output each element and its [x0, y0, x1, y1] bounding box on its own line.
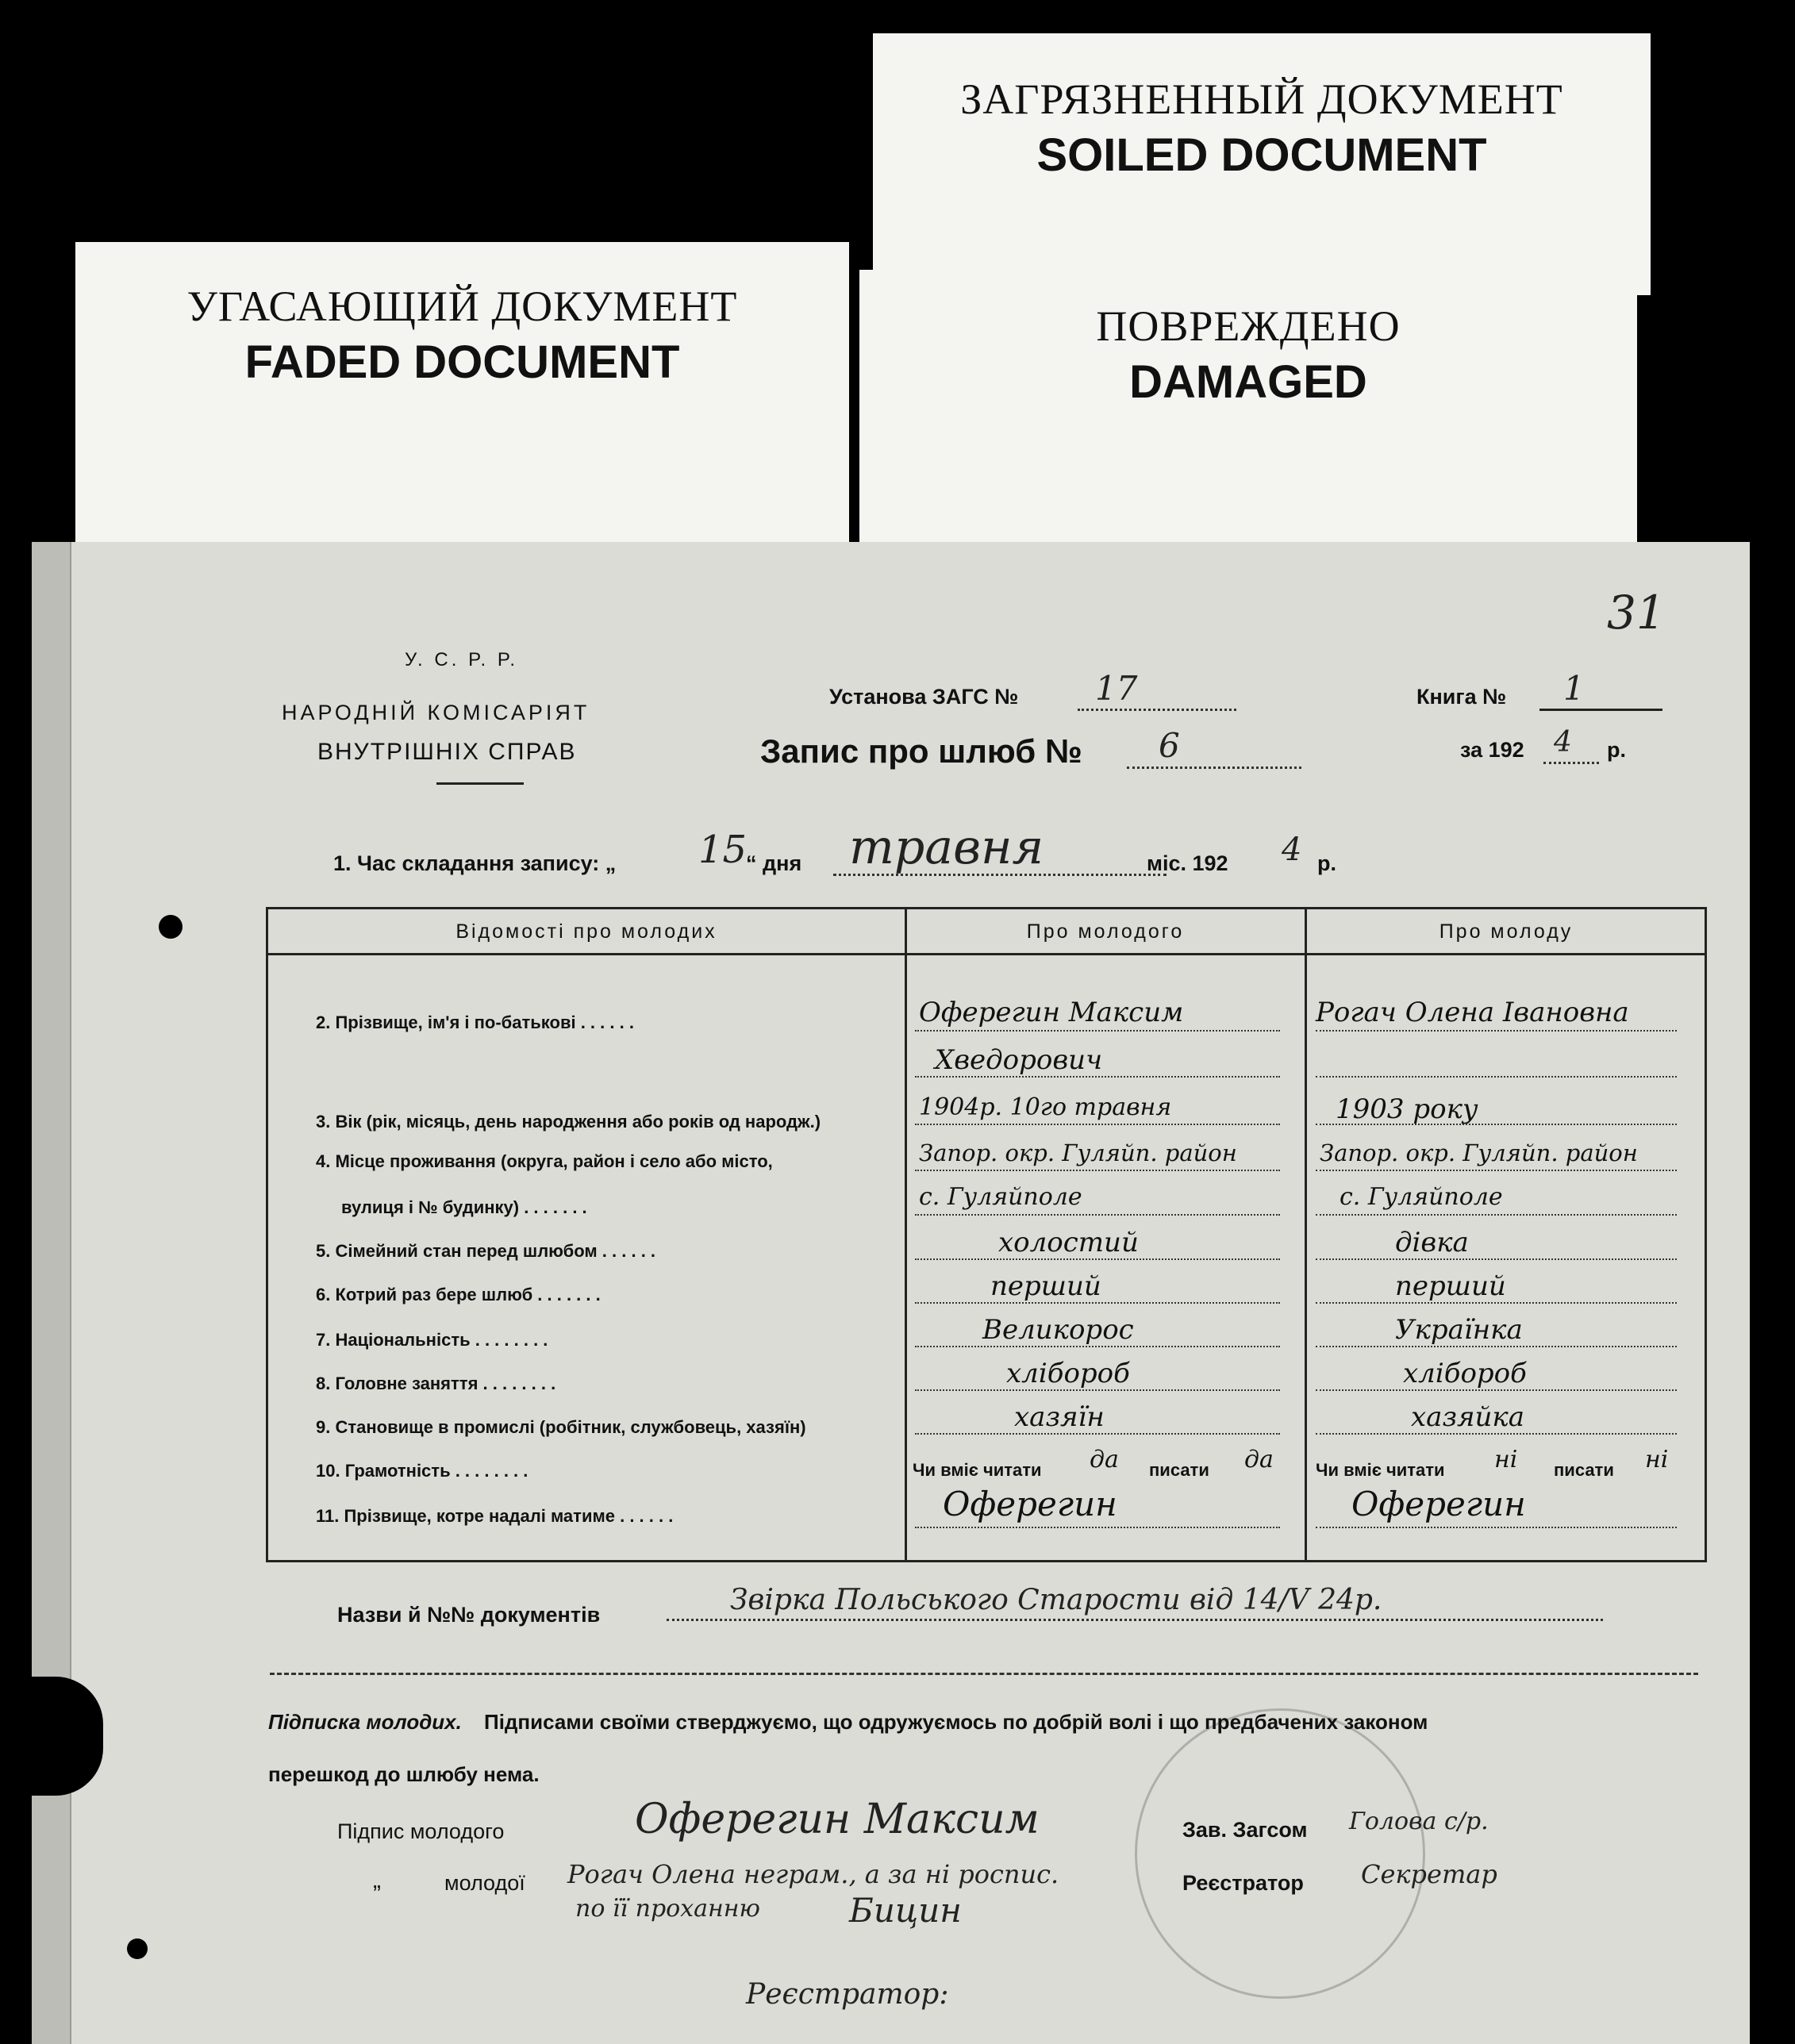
- registrar-label: Реєстратор: [1182, 1871, 1304, 1895]
- bride-birth: 1903 року: [1336, 1093, 1478, 1125]
- bride-nationality: Українка: [1395, 1314, 1523, 1346]
- cell-underline: [915, 1346, 1280, 1347]
- header-bride: Про молоду: [1439, 920, 1574, 943]
- bride-name: Рогач Олена Івановна: [1316, 997, 1629, 1028]
- commissariat-line1: НАРОДНІЙ КОМІСАРІЯТ: [282, 701, 590, 724]
- documents-second-line: [270, 1673, 1698, 1675]
- row-label-name: 2. Прізвище, ім'я і по-батькові . . . . . .: [316, 1012, 634, 1032]
- record-number: 6: [1159, 726, 1180, 765]
- bride-residence: Запор. окр. Гуляйп. район: [1320, 1139, 1638, 1166]
- cell-underline: [915, 1389, 1280, 1391]
- record-title: Запис про шлюб №: [760, 732, 1082, 770]
- groom-read-label: Чи вміє читати: [913, 1460, 1042, 1480]
- header-rule: [436, 782, 524, 785]
- punch-hole: [127, 1938, 148, 1959]
- damaged-card-en: DAMAGED: [1129, 356, 1367, 408]
- row-label-surname: 11. Прізвище, котре надалі матиме . . . . . .: [316, 1506, 674, 1526]
- cell-underline: [1316, 1258, 1677, 1260]
- entry-year-digit: 4: [1282, 832, 1302, 868]
- groom-times: перший: [990, 1270, 1101, 1302]
- entry-year-suffix: р.: [1317, 851, 1336, 875]
- entry-month-label: міс. 192: [1147, 851, 1228, 875]
- table-header-rule: [268, 953, 1705, 955]
- torn-edge: [32, 1677, 103, 1796]
- institution-label: Установа ЗАГС №: [829, 685, 1019, 709]
- head-label: Зав. Загсом: [1182, 1818, 1308, 1842]
- bride-read: ні: [1494, 1446, 1518, 1473]
- institution-underline: [1078, 709, 1236, 711]
- cell-underline: [915, 1302, 1280, 1304]
- soiled-card-ru: ЗАГРЯЗНЕННЫЙ ДОКУМЕНТ: [960, 75, 1563, 123]
- cell-underline: [1316, 1214, 1677, 1216]
- row-label-position: 9. Становище в промислі (робітник, службовець, хазяїн): [316, 1417, 806, 1437]
- table-divider: [1305, 909, 1307, 1560]
- documents-label: Назви й №№ документів: [337, 1603, 601, 1627]
- documents-value: Звірка Польського Старости від 14/V 24р.: [730, 1584, 1382, 1616]
- declaration-lead: Підписка молодих.: [268, 1710, 462, 1734]
- cell-underline: [915, 1124, 1280, 1125]
- groom-signature-label: Підпис молодого: [337, 1819, 505, 1843]
- year-underline: [1543, 762, 1599, 764]
- faded-card-ru: УГАСАЮЩИЙ ДОКУМЕНТ: [186, 282, 738, 330]
- bride-village: с. Гуляйполе: [1340, 1183, 1503, 1211]
- row-label-times: 6. Котрий раз бере шлюб . . . . . . .: [316, 1285, 601, 1304]
- cell-underline: [915, 1527, 1280, 1528]
- damaged-card-ru: ПОВРЕЖДЕНО: [1096, 302, 1401, 350]
- entry-day-suffix: “ дня: [746, 851, 802, 875]
- cell-underline: [1316, 1076, 1677, 1078]
- row-label-residence: 4. Місце проживання (округа, район і село або місто,: [316, 1151, 773, 1171]
- year-suffix: р.: [1607, 738, 1626, 762]
- cell-underline: [1316, 1433, 1677, 1435]
- row-label-occupation: 8. Головне заняття . . . . . . . .: [316, 1374, 556, 1393]
- row-label-marital: 5. Сімейний стан перед шлюбом . . . . . .: [316, 1241, 656, 1261]
- soiled-card-en: SOILED DOCUMENT: [1036, 129, 1487, 181]
- groom-future-surname: Оферегин: [943, 1485, 1117, 1523]
- punch-hole: [159, 915, 183, 939]
- bride-write: ні: [1645, 1446, 1669, 1473]
- cell-underline: [1316, 1170, 1677, 1171]
- row-label-literacy: 10. Грамотність . . . . . . . .: [316, 1461, 529, 1481]
- book-underline: [1539, 709, 1662, 711]
- cell-underline: [1316, 1030, 1677, 1032]
- page-number: 31: [1607, 586, 1666, 640]
- groom-occupation: хлібороб: [1006, 1358, 1130, 1389]
- groom-village: с. Гуляйполе: [919, 1183, 1082, 1211]
- groom-read: да: [1090, 1446, 1119, 1473]
- binding-edge: [32, 542, 71, 2044]
- book-number: 1: [1563, 669, 1585, 708]
- entry-day: 15: [698, 828, 748, 872]
- cell-underline: [915, 1214, 1280, 1216]
- cell-underline: [915, 1433, 1280, 1435]
- bride-position: хазяйка: [1411, 1401, 1524, 1433]
- witness-signature: Бицин: [849, 1891, 962, 1930]
- table-divider: [905, 909, 907, 1560]
- cell-underline: [1316, 1346, 1677, 1347]
- institution-number: 17: [1095, 669, 1138, 708]
- book-label: Книга №: [1416, 685, 1507, 709]
- entry-month-underline: [833, 874, 1167, 876]
- republic-abbr: У. С. Р. Р.: [405, 649, 519, 670]
- row-label-age: 3. Вік (рік, місяць, день народження або років од народж.): [316, 1112, 821, 1132]
- cell-underline: [1316, 1302, 1677, 1304]
- groom-write: да: [1244, 1446, 1274, 1473]
- damaged-document-card: [859, 270, 1637, 571]
- registrar-value: Секретар: [1361, 1859, 1497, 1889]
- bride-times: перший: [1395, 1270, 1506, 1302]
- record-number-underline: [1127, 766, 1301, 769]
- documents-underline: [667, 1619, 1603, 1621]
- bride-future-surname: Оферегин: [1351, 1485, 1526, 1523]
- bride-ditto-mark: „: [373, 1867, 381, 1893]
- groom-birth: 1904р. 10го травня: [919, 1093, 1172, 1121]
- header-info: Відомості про молодих: [455, 920, 717, 943]
- marriage-record-form: [32, 542, 1750, 2044]
- bride-occupation: хлібороб: [1403, 1358, 1527, 1389]
- faded-card-en: FADED DOCUMENT: [244, 336, 680, 388]
- cell-underline: [1316, 1124, 1677, 1125]
- commissariat-line2: ВНУТРІШНІХ СПРАВ: [317, 739, 577, 765]
- bride-signature-line1: Рогач Олена неграм., а за ні роспис.: [567, 1859, 1059, 1889]
- cell-underline: [915, 1030, 1280, 1032]
- cell-underline: [915, 1170, 1280, 1171]
- groom-name: Оферегин Максим: [919, 997, 1184, 1028]
- faded-document-card: [75, 242, 849, 559]
- groom-position: хазяїн: [1014, 1401, 1105, 1433]
- bride-marital: дівка: [1395, 1227, 1469, 1258]
- marriage-details-table: [266, 907, 1707, 1562]
- bride-signature-line2: по її проханню: [575, 1895, 760, 1923]
- cell-underline: [1316, 1389, 1677, 1391]
- soiled-document-card: [873, 33, 1651, 295]
- year-digit: 4: [1554, 726, 1572, 759]
- bride-write-label: писати: [1554, 1460, 1614, 1480]
- row-label-street: вулиця і № будинку) . . . . . . .: [341, 1197, 587, 1217]
- groom-signature: Оферегин Максим: [635, 1796, 1040, 1843]
- cell-underline: [915, 1076, 1280, 1078]
- groom-marital: холостий: [998, 1227, 1139, 1258]
- head-value: Голова с/р.: [1349, 1808, 1489, 1835]
- groom-residence: Запор. окр. Гуляйп. район: [919, 1139, 1237, 1166]
- bride-read-label: Чи вміє читати: [1316, 1460, 1445, 1480]
- groom-write-label: писати: [1149, 1460, 1209, 1480]
- registrar-scrawl: Реєстратор:: [746, 1978, 949, 2011]
- groom-nationality: Великорос: [982, 1314, 1134, 1346]
- year-prefix: за 192: [1460, 738, 1524, 762]
- cell-underline: [915, 1258, 1280, 1260]
- groom-patronymic: Хведорович: [935, 1044, 1103, 1076]
- header-groom: Про молодого: [1026, 920, 1185, 943]
- entry-time-label: 1. Час складання запису: „: [333, 851, 617, 875]
- declaration-text2: перешкод до шлюбу нема.: [268, 1762, 540, 1786]
- entry-month: травня: [849, 820, 1044, 875]
- cell-underline: [1316, 1527, 1677, 1528]
- declaration-text1: Підписами своїми стверджуємо, що одружуємось по добрій волі і що предбачених законом: [484, 1710, 1428, 1734]
- row-label-nationality: 7. Національність . . . . . . . .: [316, 1330, 548, 1350]
- bride-signature-label: молодої: [444, 1871, 525, 1895]
- official-stamp: [1135, 1708, 1425, 1999]
